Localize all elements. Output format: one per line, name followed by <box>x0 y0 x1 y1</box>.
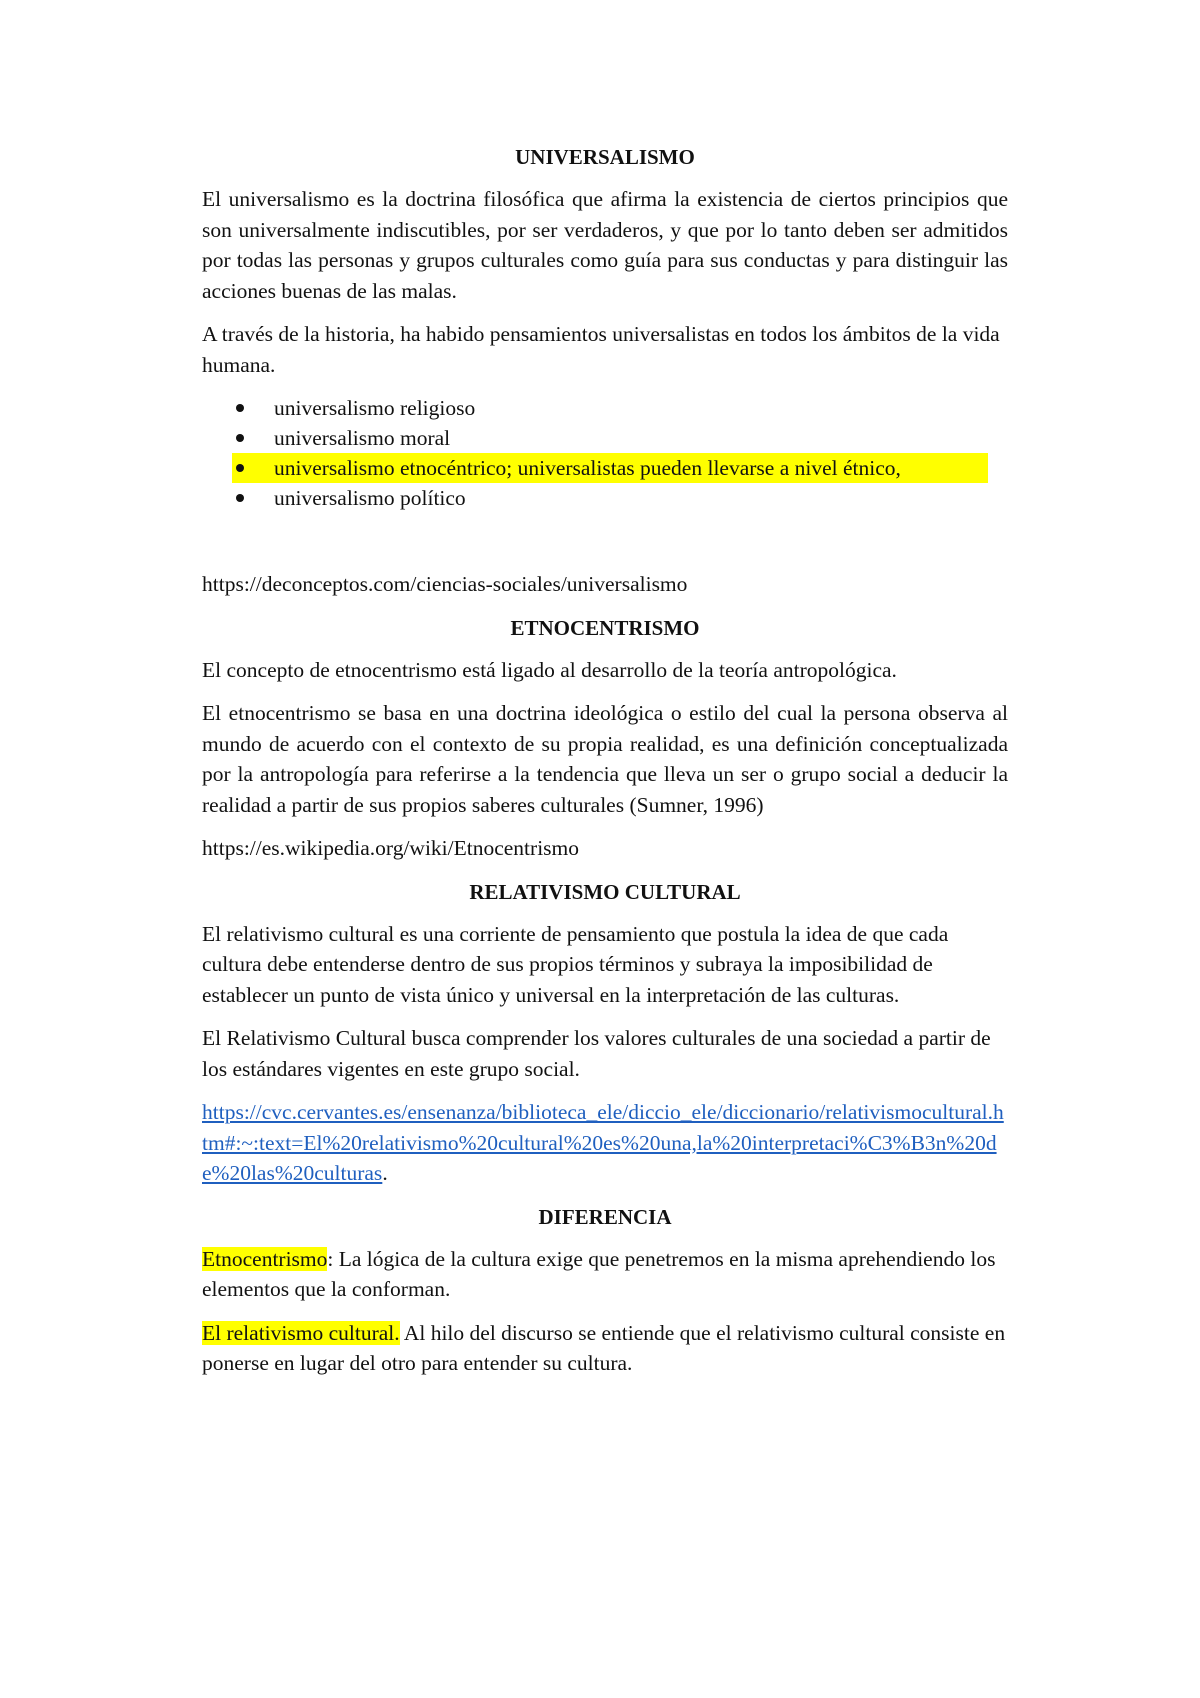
list-item-text: universalismo político <box>274 486 466 510</box>
etnocentrismo-source: https://es.wikipedia.org/wiki/Etnocentrismo <box>202 836 580 860</box>
bullet-icon <box>236 494 244 502</box>
link-suffix: . <box>382 1161 388 1185</box>
list-item <box>202 393 1008 423</box>
list-item-text: universalismo religioso <box>274 396 476 420</box>
heading-universalismo: UNIVERSALISMO <box>515 145 695 169</box>
heading-relativismo-cultural: RELATIVISMO CULTURAL <box>469 879 741 904</box>
cervantes-link[interactable]: https://cvc.cervantes.es/ensenanza/biblioteca_ele/diccio_ele/diccionario/relativismocultural.htm#:~:text=El%20relativismo%20cultural%20es%20una,la%20interpretaci%C3%B3n%20de%20las%20culturas <box>202 1100 1004 1185</box>
etnocentrismo-paragraph-1: El concepto de etnocentrismo está ligado al desarrollo de la teoría antropológica. <box>202 657 897 682</box>
list-item-highlighted <box>202 453 1008 483</box>
bullet-icon <box>236 434 244 442</box>
universalismo-paragraph-2: A través de la historia, ha habido pensamientos universalistas en todos los ámbitos de la vida humana. <box>202 322 1000 377</box>
highlighted-term: El relativismo cultural. <box>202 1320 400 1345</box>
universalismo-paragraph-1: El universalismo es la doctrina filosófica que afirma la existencia de ciertos principios que son universalmente indiscutibles, por ser verdaderos, y que por lo tanto deben ser admitidos por todas las personas y grupos culturales como guía para sus conductas y para distinguir las acciones buenas de las malas. <box>202 187 1008 303</box>
relativismo-paragraph-2: El Relativismo Cultural busca comprender los valores culturales de una sociedad a partir de los estándares vigentes en este grupo social. <box>202 1026 991 1081</box>
list-item-text: universalismo moral <box>274 426 451 450</box>
diferencia-text: : La lógica de la cultura exige que penetremos en la misma aprehendiendo los elementos que la conforman. <box>202 1246 996 1301</box>
universalismo-source: https://deconceptos.com/ciencias-sociales/universalismo <box>202 572 688 596</box>
bullet-icon <box>236 404 244 412</box>
etnocentrismo-paragraph-2: El etnocentrismo se basa en una doctrina ideológica o estilo del cual la persona observa al mundo de acuerdo con el contexto de su propia realidad, es una definición conceptualizada por la antropología para referirse a la tendencia que lleva un ser o grupo social a deducir la realidad a partir de sus propios saberes culturales (Sumner, 1996) <box>202 701 1008 817</box>
list-item <box>202 483 1008 513</box>
list-item-text: universalismo etnocéntrico; universalistas pueden llevarse a nivel étnico, <box>274 456 901 480</box>
highlighted-term: Etnocentrismo <box>202 1246 328 1271</box>
relativismo-paragraph-1: El relativismo cultural es una corriente de pensamiento que postula la idea de que cada cultura debe entenderse dentro de sus propios términos y subraya la imposibilidad de establecer un punto de vista único y universal en la interpretación de las culturas. <box>202 921 949 1007</box>
heading-diferencia: DIFERENCIA <box>538 1204 672 1229</box>
diferencia-paragraph-1 <box>202 1244 1008 1305</box>
list-item <box>202 423 1008 453</box>
diferencia-paragraph-2 <box>202 1318 1008 1379</box>
relativismo-link-paragraph <box>202 1097 1008 1189</box>
heading-etnocentrismo: ETNOCENTRISMO <box>510 615 700 640</box>
diferencia-text: Al hilo del discurso se entiende que el relativismo cultural consiste en ponerse en lugar del otro para entender su cultura. <box>202 1320 1006 1375</box>
document-page <box>202 142 1008 1392</box>
spacer <box>202 513 1008 569</box>
universalismo-list <box>202 393 1008 513</box>
bullet-icon <box>236 464 244 472</box>
